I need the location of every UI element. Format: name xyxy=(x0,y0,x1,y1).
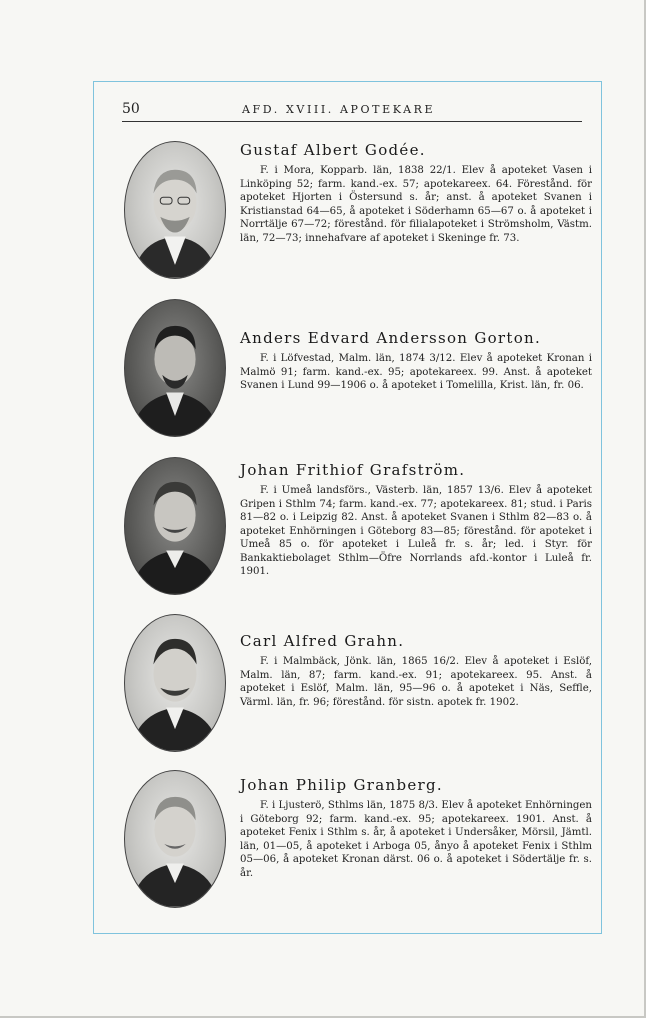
portrait-photo xyxy=(124,457,226,595)
person-name: Gustaf Albert Godée. xyxy=(240,141,426,159)
portrait-photo xyxy=(124,770,226,908)
person-biography: F. i Malmbäck, Jönk. län, 1865 16/2. Elev å apoteket i Eslöf, Malm. län, 87; farm. kand.-ex. 91; apotekareex. 95. Anst. å apoteket i Eslöf, Malm. län, 95—96 o. å apoteket i Näs, Seffle, Värml. län, fr. 96; förestånd. för sistn. apotek fr. 1902. xyxy=(240,656,592,708)
portrait-figure xyxy=(125,300,225,436)
person-biography: F. i Umeå landsförs., Västerb. län, 1857 13/6. Elev å apoteket Gripen i Sthlm 74; farm. kand.-ex. 77; apotekareex. 81; stud. i Paris 81—82 o. i Leipzig 82. Anst. å apoteket Svanen i Sthlm 82—83 o. å apoteket Enhörningen i Göteborg 83—85; förestånd. för apoteket i Umeå 85 o. för apoteket i Luleå fr. s. år; led. i Styr. för Bankaktiebolaget Sthlm—Öfre Norrlands afd.-kontor i Luleå fr. 1901. xyxy=(240,485,592,577)
portrait-figure xyxy=(125,458,225,594)
running-head: AFD. XVIII. APOTEKARE xyxy=(242,103,436,116)
portrait-photo xyxy=(124,614,226,752)
page-number: 50 xyxy=(122,101,140,117)
person-name: Johan Philip Granberg. xyxy=(240,776,443,794)
portrait-figure xyxy=(125,615,225,751)
portrait-photo xyxy=(124,141,226,279)
portrait-figure xyxy=(125,142,225,278)
person-biography: F. i Löfvestad, Malm. län, 1874 3/12. Elev å apoteket Kronan i Malmö 91; farm. kand.-ex. 95; apotekareex. 99. Anst. å apoteket Svanen i Lund 99—1906 o. å apoteket i Tomelilla, Krist. län, fr. 06. xyxy=(240,353,592,391)
person-name: Johan Frithiof Grafström. xyxy=(240,461,466,479)
person-biography: F. i Ljusterö, Sthlms län, 1875 8/3. Elev å apoteket Enhörningen i Göteborg 92; farm. kand.-ex. 95; apotekareex. 1901. Anst. å apoteket Fenix i Sthlm s. år, å apoteket i Undersåker, Mörsil, Jämtl. län, 01—05, å apoteket i Arboga 05, ånyo å apoteket Fenix i Sthlm 05—06, å apoteket Kronan därst. 06 o. å apoteket i Södertälje fr. s. år. xyxy=(240,800,592,879)
person-name: Carl Alfred Grahn. xyxy=(240,632,405,650)
person-name: Anders Edvard Andersson Gorton. xyxy=(240,329,542,347)
portrait-figure xyxy=(125,771,225,907)
person-biography: F. i Mora, Kopparb. län, 1838 22/1. Elev å apoteket Vasen i Linköping 52; farm. kand.-ex. 57; apotekareex. 64. Förestånd. för apoteket Hjorten i Östersund s. år; anst. å apoteket Svanen i Kristianstad 64—65, å apoteket i Söderhamn 65—67 o. å apoteket i Norrtälje 67—72; förestånd. för filialapoteket i Strömsholm, Västm. län, 72—73; innehafvare af apoteket i Skeninge fr. 73. xyxy=(240,165,592,244)
page-header xyxy=(122,99,582,122)
portrait-photo xyxy=(124,299,226,437)
